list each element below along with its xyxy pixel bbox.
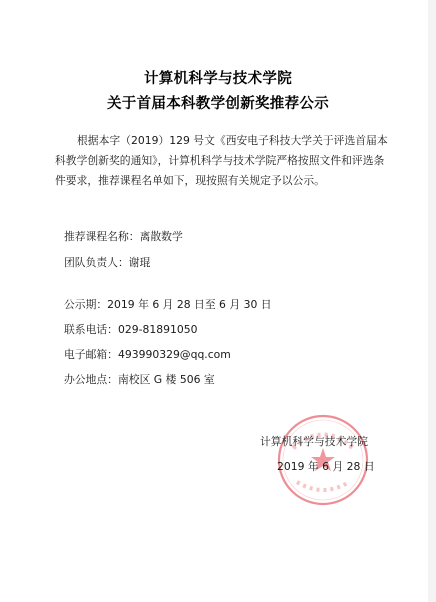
contact-email-line: 电子邮箱：493990329@qq.com [64, 348, 231, 361]
team-leader-line: 团队负责人：谢琨 [64, 256, 151, 269]
contact-phone-line: 联系电话：029-81891050 [64, 323, 198, 336]
signature-date: 2019 年 6 月 28 日 [277, 460, 375, 473]
office-address-line: 办公地点：南校区 G 楼 506 室 [64, 373, 215, 386]
publicity-period-line: 公示期：2019 年 6 月 28 日至 6 月 30 日 [64, 298, 272, 311]
document-title-line1: 计算机科学与技术学院 [144, 71, 292, 87]
body-paragraph: 根据本字（2019）129 号文《西安电子科技大学关于评选首届本科教学创新奖的通知》，计算机科学与技术学院严格按照文件和评选条件要求，推荐课程名单如下，现按照有关规定予以公示。 [55, 134, 388, 187]
recommended-course-line: 推荐课程名称：离散数学 [64, 230, 183, 243]
signature-organization: 计算机科学与技术学院 [260, 435, 368, 448]
scan-edge [428, 0, 436, 602]
document-title-line2: 关于首届本科教学创新奖推荐公示 [107, 96, 329, 112]
